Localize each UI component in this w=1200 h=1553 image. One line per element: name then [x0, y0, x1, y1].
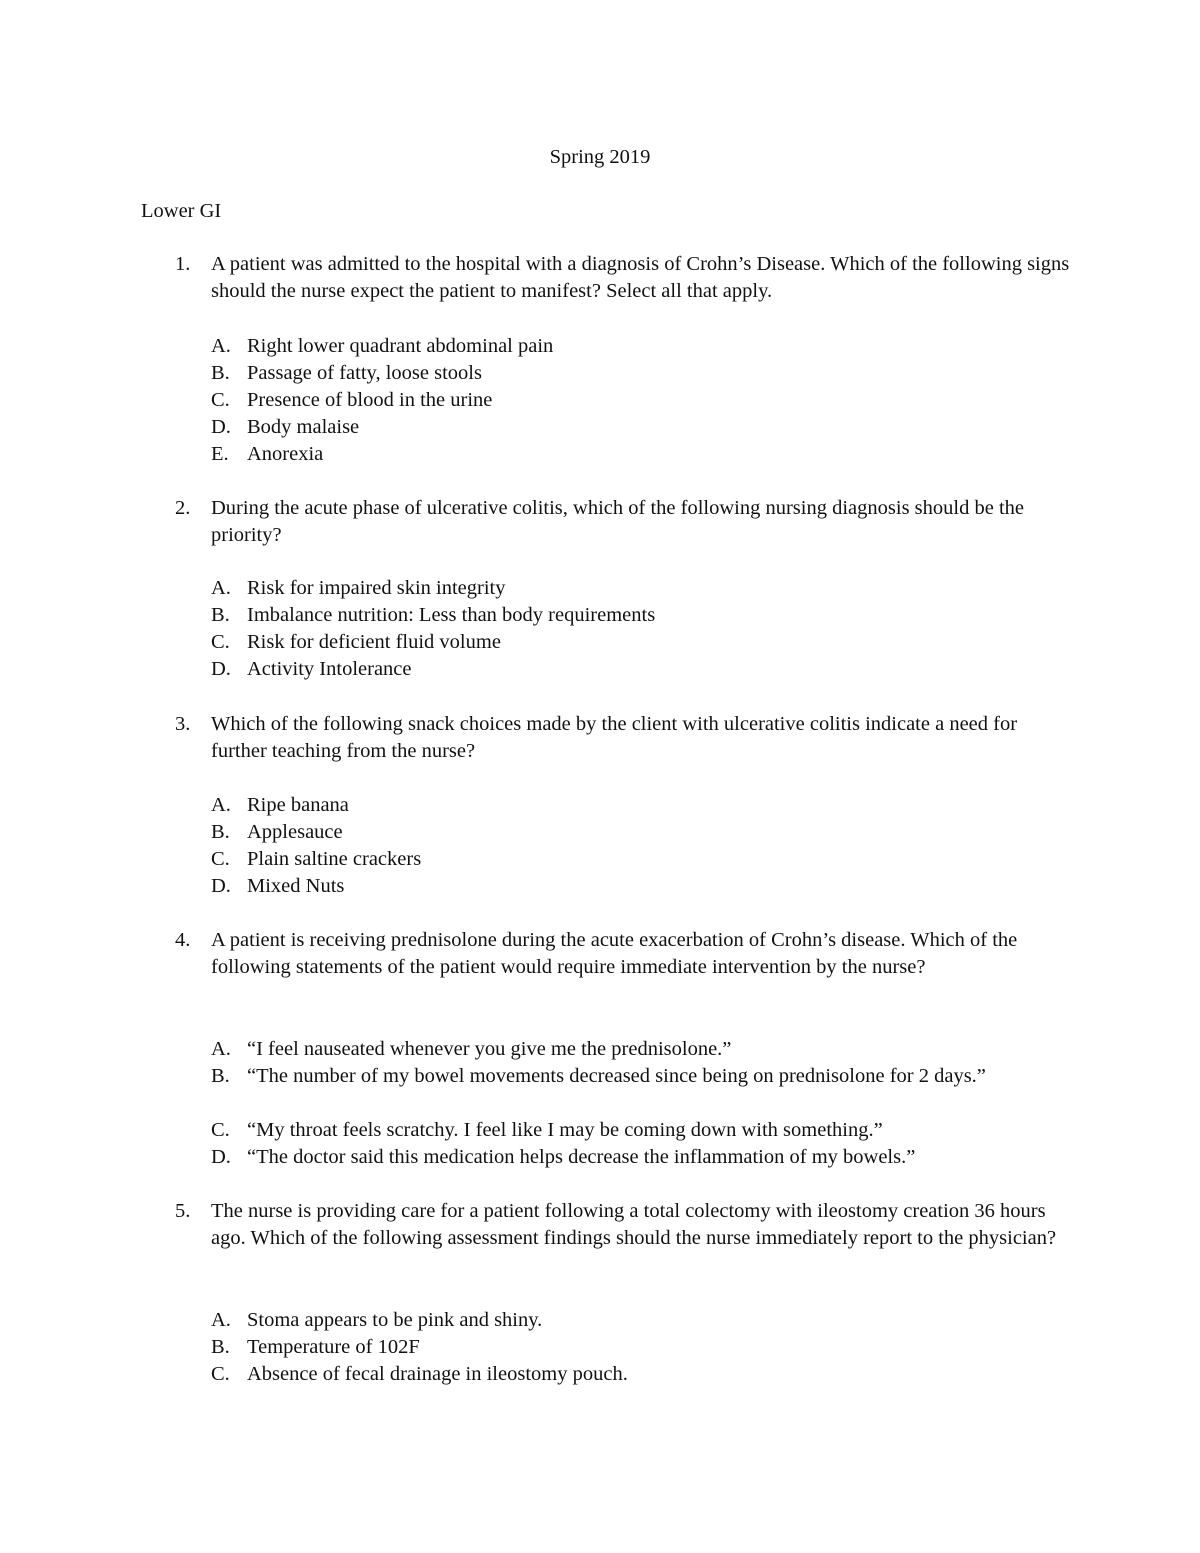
option-letter: C.: [211, 389, 230, 411]
answer-option: [0, 792, 1200, 819]
answer-option: [0, 1063, 1200, 1117]
option-letter: B.: [211, 821, 230, 843]
answer-option: [0, 1036, 1200, 1063]
question-text: Which of the following snack choices made by the client with ulcerative colitis indicate a need for further teaching from the nurse?: [211, 713, 1018, 762]
option-letter: A.: [211, 1038, 231, 1060]
option-letter: D.: [211, 658, 231, 680]
option-text: Absence of fecal drainage in ileostomy pouch.: [247, 1363, 628, 1385]
answer-option: [0, 441, 1200, 468]
question-number: 3.: [175, 713, 191, 735]
question-text: A patient was admitted to the hospital with a diagnosis of Crohn’s Disease. Which of the following signs should the nurse expect the patient to manifest? Select all that apply.: [211, 253, 1070, 302]
option-letter: B.: [211, 1065, 230, 1087]
answer-option: [0, 1361, 1200, 1388]
answer-option: [0, 1307, 1200, 1334]
answer-option: [0, 1117, 1200, 1144]
question-number: 4.: [175, 929, 191, 951]
option-letter: B.: [211, 1336, 230, 1358]
option-letter: A.: [211, 1309, 231, 1331]
option-letter: B.: [211, 604, 230, 626]
option-text: Right lower quadrant abdominal pain: [247, 335, 554, 357]
option-text: Stoma appears to be pink and shiny.: [247, 1309, 543, 1331]
option-letter: A.: [211, 577, 231, 599]
answer-options: [0, 333, 1200, 468]
option-text: Presence of blood in the urine: [247, 389, 493, 411]
answer-options: [0, 1307, 1200, 1388]
option-text: Passage of fatty, loose stools: [247, 362, 482, 384]
option-letter: E.: [211, 443, 229, 465]
option-text: “I feel nauseated whenever you give me the prednisolone.”: [247, 1038, 732, 1060]
section-heading: Lower GI: [141, 200, 222, 222]
option-letter: A.: [211, 794, 231, 816]
option-text: Temperature of 102F: [247, 1336, 420, 1358]
answer-option: [0, 1334, 1200, 1361]
option-text: Mixed Nuts: [247, 875, 345, 897]
option-text: Activity Intolerance: [247, 658, 412, 680]
option-letter: D.: [211, 416, 231, 438]
answer-option: [0, 629, 1200, 656]
question-number: 2.: [175, 497, 191, 519]
answer-options: [0, 792, 1200, 900]
answer-option: [0, 387, 1200, 414]
option-text: Ripe banana: [247, 794, 349, 816]
option-text: “The number of my bowel movements decreased since being on prednisolone for 2 days.”: [247, 1065, 986, 1087]
option-letter: C.: [211, 848, 230, 870]
option-letter: A.: [211, 335, 231, 357]
answer-option: [0, 819, 1200, 846]
option-text: Imbalance nutrition: Less than body requirements: [247, 604, 656, 626]
answer-options: [0, 575, 1200, 683]
answer-option: [0, 333, 1200, 360]
option-letter: B.: [211, 362, 230, 384]
question-number: 5.: [175, 1200, 191, 1222]
option-letter: C.: [211, 631, 230, 653]
answer-option: [0, 360, 1200, 387]
option-text: “My throat feels scratchy. I feel like I may be coming down with something.”: [247, 1119, 883, 1141]
answer-option: [0, 1144, 1200, 1171]
option-text: “The doctor said this medication helps decrease the inflammation of my bowels.”: [247, 1146, 916, 1168]
option-text: Risk for deficient fluid volume: [247, 631, 501, 653]
document-title: Spring 2019: [549, 146, 651, 168]
option-letter: C.: [211, 1363, 230, 1385]
question-text: The nurse is providing care for a patient following a total colectomy with ileostomy creation 36 hours ago. Which of the following assessment findings should the nurse immediately report to the physician?: [211, 1200, 1057, 1249]
option-text: Body malaise: [247, 416, 360, 438]
answer-option: [0, 602, 1200, 629]
answer-options: [0, 1036, 1200, 1171]
answer-option: [0, 575, 1200, 602]
option-text: Anorexia: [247, 443, 324, 465]
option-text: Plain saltine crackers: [247, 848, 422, 870]
question-number: 1.: [175, 253, 191, 275]
option-text: Applesauce: [247, 821, 343, 843]
answer-option: [0, 414, 1200, 441]
question-text: During the acute phase of ulcerative colitis, which of the following nursing diagnosis should be the priority?: [211, 497, 1024, 546]
option-letter: D.: [211, 1146, 231, 1168]
option-letter: C.: [211, 1119, 230, 1141]
option-text: Risk for impaired skin integrity: [247, 577, 506, 599]
answer-option: [0, 846, 1200, 873]
answer-option: [0, 873, 1200, 900]
answer-option: [0, 656, 1200, 683]
question-text: A patient is receiving prednisolone during the acute exacerbation of Crohn’s disease. Which of the following statements of the patient would require immediate intervention by the nurse?: [211, 929, 1018, 978]
option-letter: D.: [211, 875, 231, 897]
